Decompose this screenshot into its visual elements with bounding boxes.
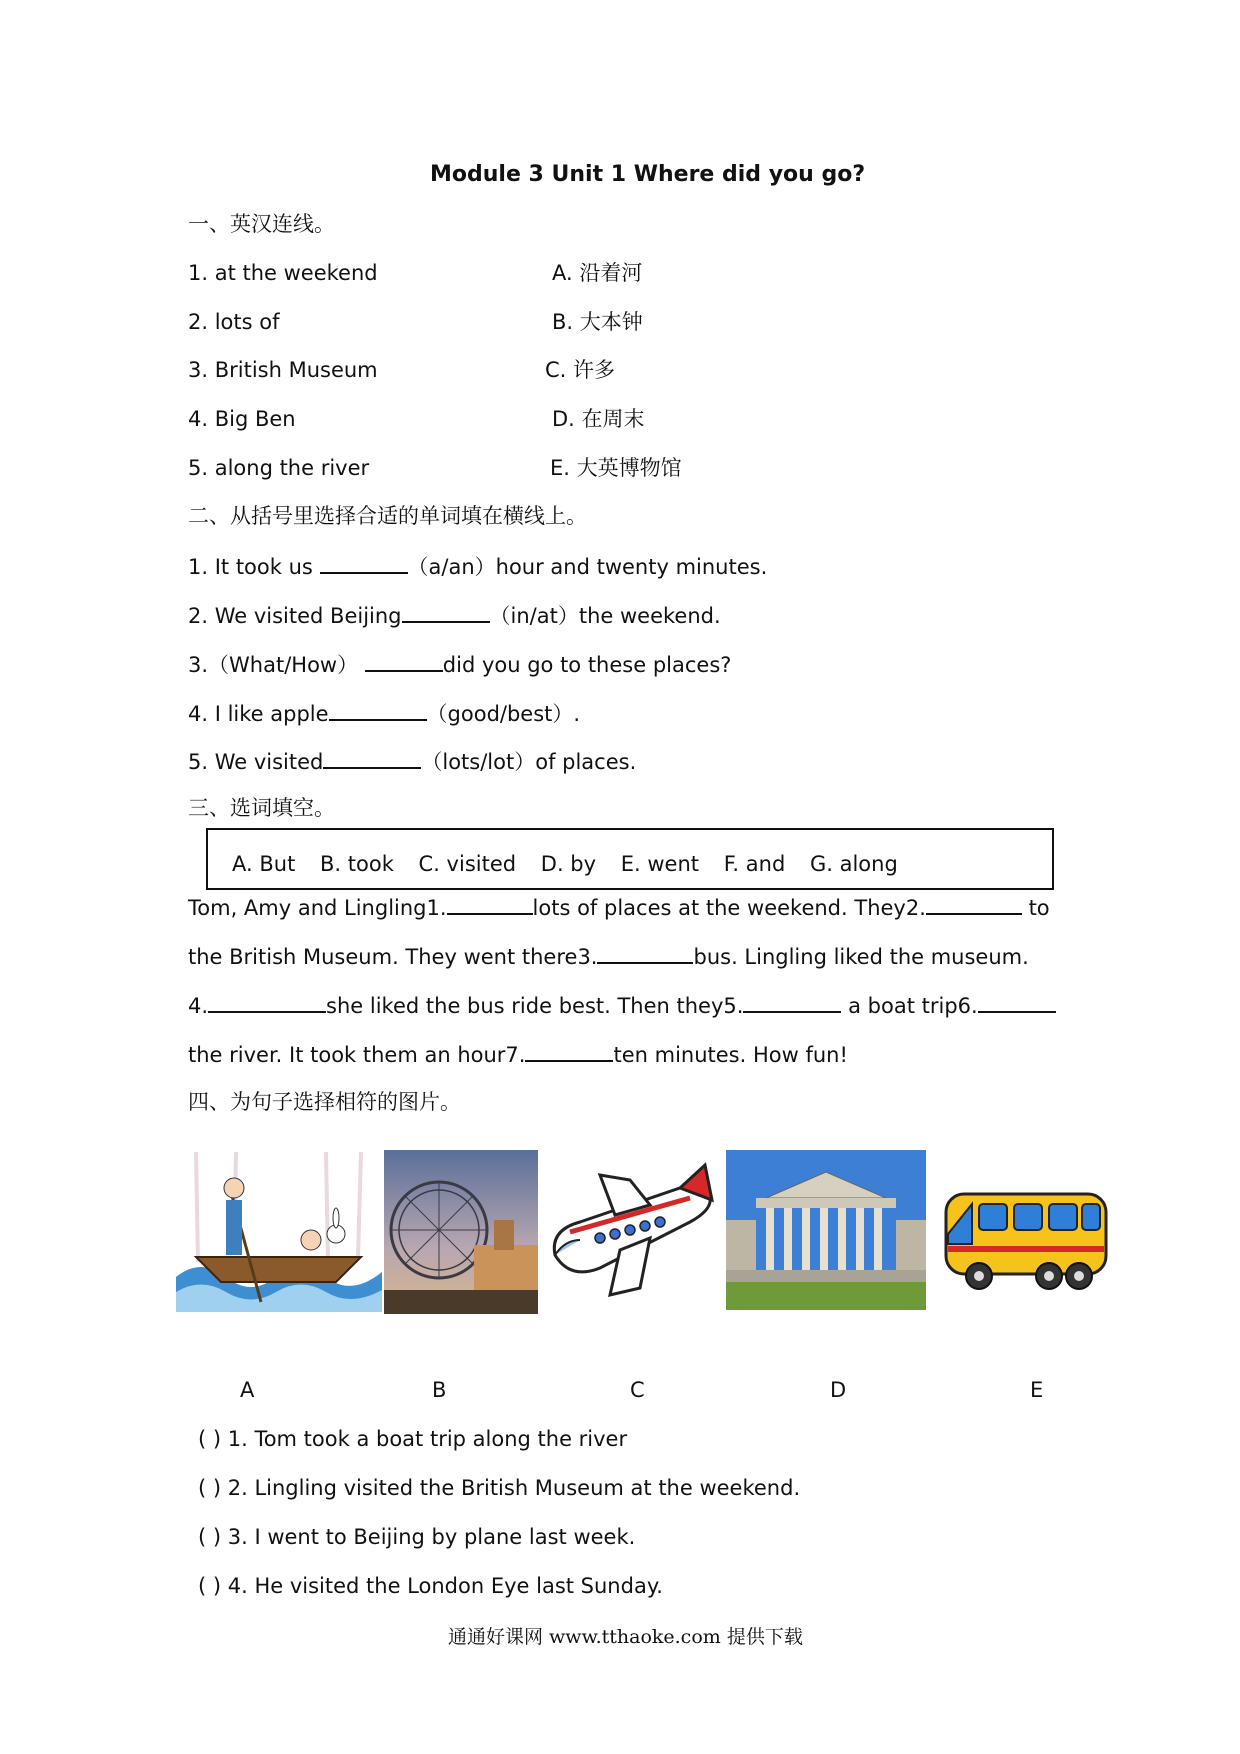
word-option-g: G. along <box>809 852 898 876</box>
cloze-line-4 <box>188 1040 848 1068</box>
word-bank <box>232 852 916 876</box>
cloze-text: the British Museum. They went there3. <box>188 945 598 969</box>
cloze-text: lots of places at the weekend. They2. <box>532 896 926 920</box>
answer-blank[interactable] <box>323 747 421 769</box>
fill-item-4-post: （good/best）. <box>426 702 581 726</box>
cloze-text: the river. It took them an hour7. <box>188 1043 526 1067</box>
word-option-d: D. by <box>540 852 597 876</box>
picture-label-d: D <box>830 1378 847 1402</box>
cloze-text: she liked the bus ride best. Then they5. <box>326 994 744 1018</box>
answer-blank[interactable] <box>329 699 427 721</box>
answer-blank[interactable] <box>402 601 490 623</box>
match-left-1: 1. at the weekend <box>188 261 378 285</box>
picture-d-british-museum <box>726 1150 926 1310</box>
picture-a-boat-trip <box>176 1152 382 1312</box>
fill-item-1-post: （a/an）hour and twenty minutes. <box>407 555 768 579</box>
fill-item-5-pre: 5. We visited <box>188 750 324 774</box>
fill-item-5-post: （lots/lot）of places. <box>421 750 637 774</box>
page-footer: 通通好课网 www.tthaoke.com 提供下载 <box>448 1626 803 1648</box>
section2-heading: 二、从括号里选择合适的单词填在横线上。 <box>188 504 587 528</box>
section3-heading: 三、选词填空。 <box>188 796 335 820</box>
cloze-line-2 <box>188 942 1029 970</box>
match-left-4: 4. Big Ben <box>188 407 296 431</box>
answer-blank[interactable] <box>525 1040 613 1062</box>
match-right-d: D. 在周末 <box>552 407 645 431</box>
picture-b-london-eye <box>384 1150 538 1314</box>
fill-item-4-pre: 4. I like apple <box>188 702 329 726</box>
picture-e-bus <box>934 1184 1116 1304</box>
match-left-3: 3. British Museum <box>188 358 378 382</box>
cloze-text: a boat trip6. <box>841 994 978 1018</box>
cloze-text: to <box>1021 896 1050 920</box>
section4-heading: 四、为句子选择相符的图片。 <box>188 1090 461 1114</box>
fill-item-2 <box>188 601 721 629</box>
word-option-c: C. visited <box>418 852 517 876</box>
cloze-line-1 <box>188 893 1050 921</box>
section1-heading: 一、英汉连线。 <box>188 212 335 236</box>
fill-item-5 <box>188 747 636 775</box>
fill-item-1-pre: 1. It took us <box>188 555 320 579</box>
word-option-f: F. and <box>723 852 786 876</box>
answer-blank[interactable] <box>926 893 1022 915</box>
answer-blank[interactable] <box>320 552 408 574</box>
match-left-5: 5. along the river <box>188 456 370 480</box>
match-right-b: B. 大本钟 <box>552 310 643 334</box>
fill-item-2-post: （in/at）the weekend. <box>489 604 721 628</box>
page-title: Module 3 Unit 1 Where did you go? <box>430 162 866 187</box>
picture-sentence-3: ( ) 3. I went to Beijing by plane last week. <box>198 1525 636 1549</box>
picture-label-b: B <box>432 1378 447 1402</box>
answer-blank[interactable] <box>978 991 1056 1013</box>
picture-sentence-1: ( ) 1. Tom took a boat trip along the river <box>198 1427 628 1451</box>
fill-item-3-pre: 3.（What/How） <box>188 653 365 677</box>
cloze-text: ten minutes. How fun! <box>613 1043 848 1067</box>
fill-item-3-post: did you go to these places? <box>442 653 732 677</box>
answer-blank[interactable] <box>597 942 693 964</box>
cloze-line-3 <box>188 991 1056 1019</box>
cloze-text: 4. <box>188 994 209 1018</box>
picture-c-plane <box>540 1160 720 1304</box>
fill-item-2-pre: 2. We visited Beijing <box>188 604 402 628</box>
match-right-c: C. 许多 <box>545 358 616 382</box>
picture-label-e: E <box>1030 1378 1044 1402</box>
answer-blank[interactable] <box>208 991 326 1013</box>
picture-label-a: A <box>240 1378 255 1402</box>
answer-blank[interactable] <box>743 991 841 1013</box>
answer-blank[interactable] <box>447 893 533 915</box>
cloze-text: bus. Lingling liked the museum. <box>693 945 1029 969</box>
match-left-2: 2. lots of <box>188 310 280 334</box>
picture-sentence-4: ( ) 4. He visited the London Eye last Sunday. <box>198 1574 663 1598</box>
picture-sentence-2: ( ) 2. Lingling visited the British Museum at the weekend. <box>198 1476 801 1500</box>
fill-item-4 <box>188 699 580 727</box>
word-option-a: A. But <box>232 852 296 876</box>
cloze-text: Tom, Amy and Lingling1. <box>188 896 447 920</box>
fill-item-1 <box>188 552 767 580</box>
answer-blank[interactable] <box>365 650 443 672</box>
match-right-a: A. 沿着河 <box>552 261 643 285</box>
word-option-b: B. took <box>320 852 394 876</box>
picture-label-c: C <box>630 1378 645 1402</box>
match-right-e: E. 大英博物馆 <box>550 456 682 480</box>
fill-item-3 <box>188 650 731 678</box>
word-option-e: E. went <box>620 852 700 876</box>
